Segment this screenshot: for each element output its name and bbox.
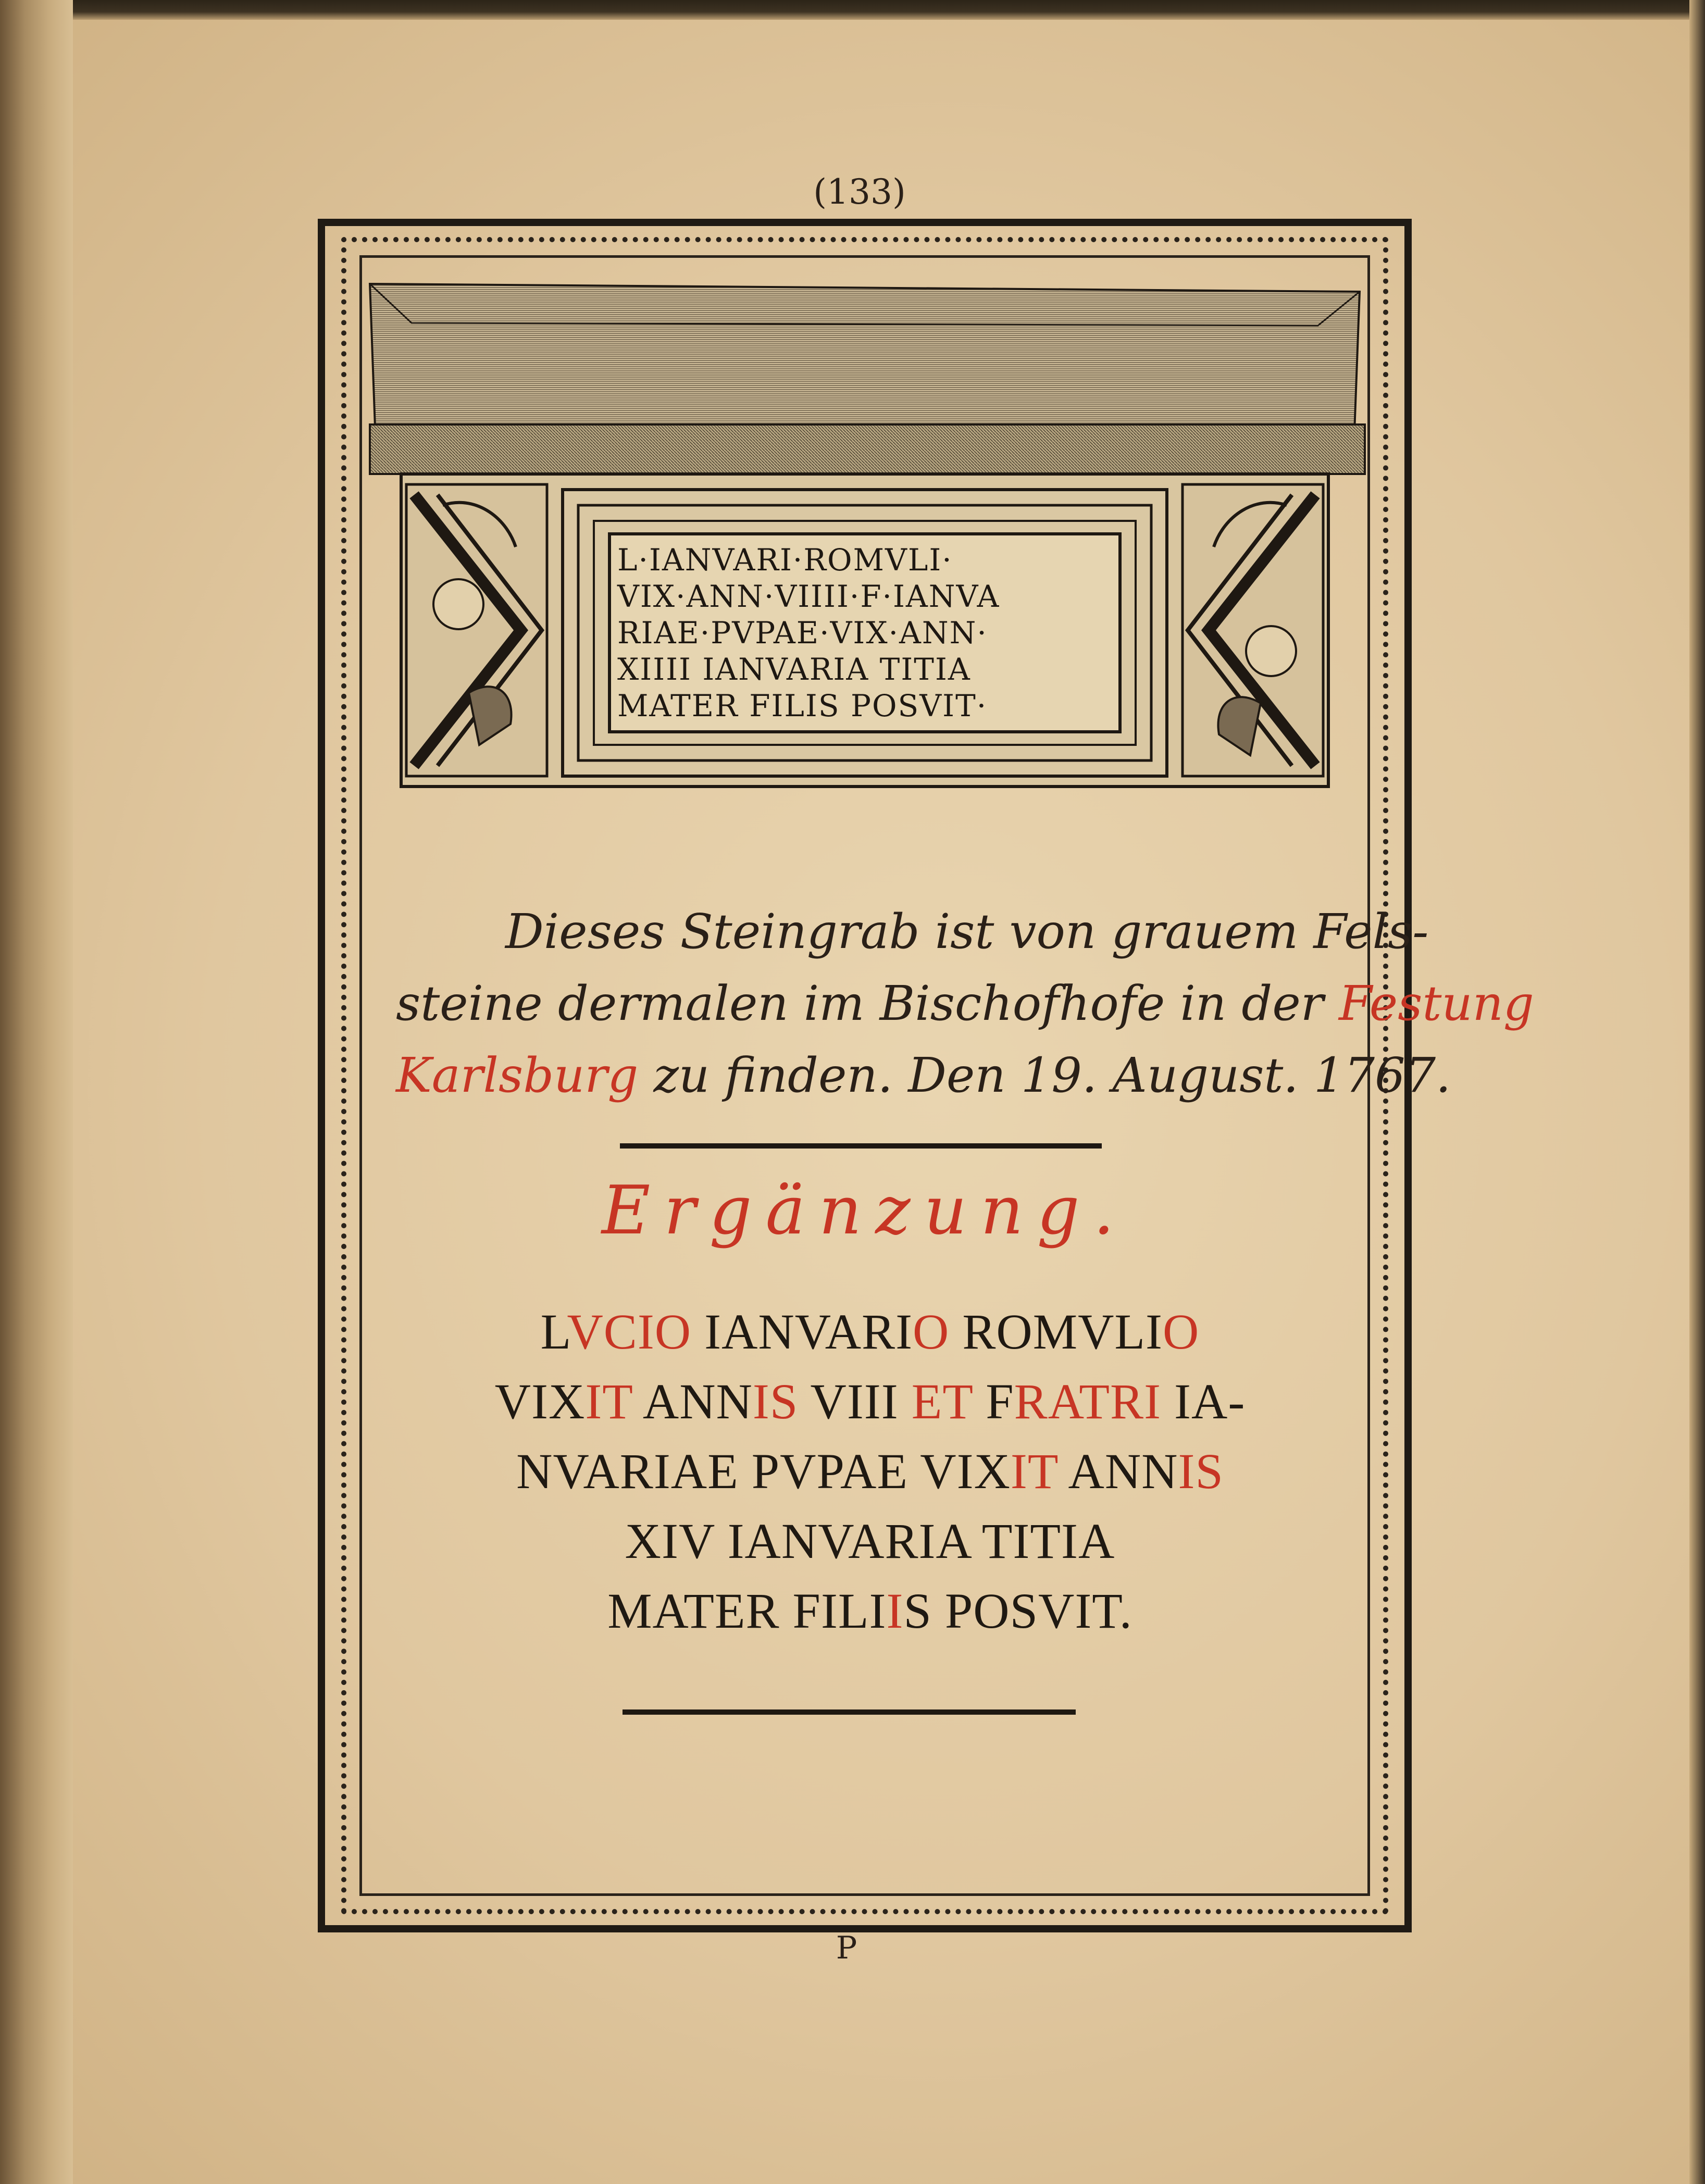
- restored-segment: VIX: [494, 1374, 586, 1429]
- description-line: [396, 968, 1534, 1040]
- divider-rule: [620, 1143, 1102, 1149]
- description-text: zu finden. Den 19. August. 1767.: [638, 1047, 1451, 1103]
- restored-segment: ANN: [632, 1374, 753, 1429]
- restored-segment-red: I: [886, 1583, 904, 1639]
- inscription-line: XIIII IANVARIA TITIA: [617, 652, 971, 687]
- restored-segment: L: [540, 1304, 567, 1359]
- description-line: [396, 1040, 1451, 1112]
- restored-segment: ROMVLI: [949, 1304, 1163, 1359]
- restored-segment-red: RATRI: [1014, 1374, 1162, 1429]
- restored-segment: IANVARI: [691, 1304, 913, 1359]
- restored-segment: F: [973, 1374, 1014, 1429]
- section-heading: Ergänzung.: [601, 1172, 1128, 1250]
- page-right-edge: [1689, 0, 1705, 2184]
- divider-rule: [623, 1709, 1076, 1715]
- restored-segment-red: ET: [911, 1374, 973, 1429]
- engraved-inscription: [617, 542, 1117, 727]
- description-paragraph: [396, 896, 1534, 1115]
- inscription-line: VIX·ANN·VIIII·F·IANVA: [617, 579, 1000, 614]
- restored-segment-red: IT: [1010, 1443, 1058, 1499]
- description-line: Dieses Steingrab ist von grauem Fels-: [505, 904, 1429, 959]
- restored-segment-red: IS: [1178, 1443, 1224, 1499]
- restored-segment-red: O: [913, 1304, 950, 1359]
- restored-inscription: [385, 1297, 1354, 1662]
- restored-line: [385, 1576, 1354, 1646]
- restored-segment: VIII: [798, 1374, 912, 1429]
- restored-segment: ANN: [1057, 1443, 1178, 1499]
- restored-line: [385, 1367, 1354, 1437]
- restored-segment: XIV IANVARIA TITIA: [625, 1513, 1115, 1569]
- inscription-line: L·IANVARI·ROMVLI·: [617, 542, 953, 578]
- book-spine: [0, 0, 73, 2184]
- page-number: (133): [813, 172, 906, 212]
- description-highlight: Festung: [1339, 976, 1534, 1031]
- restored-segment-red: IT: [585, 1374, 633, 1429]
- restored-segment-red: VCIO: [567, 1304, 692, 1359]
- page-top-edge: [73, 0, 1705, 20]
- restored-line: [385, 1297, 1354, 1367]
- inscription-line: RIAE·PVPAE·VIX·ANN·: [617, 615, 988, 651]
- signature-mark: P: [836, 1930, 857, 1966]
- restored-line: [385, 1437, 1354, 1506]
- inscription-line: MATER FILIS POSVIT·: [617, 688, 988, 723]
- restored-segment: NVARIAE PVPAE VIX: [516, 1443, 1011, 1499]
- description-highlight: Karlsburg: [396, 1047, 639, 1103]
- restored-segment: S POSVIT.: [903, 1583, 1132, 1639]
- restored-segment-red: O: [1163, 1304, 1200, 1359]
- restored-segment: MATER FILI: [607, 1583, 887, 1639]
- restored-segment-red: IS: [752, 1374, 799, 1429]
- restored-line: [385, 1506, 1354, 1576]
- restored-segment: IA-: [1161, 1374, 1246, 1429]
- description-text: steine dermalen im Bischofhofe in der: [396, 976, 1339, 1031]
